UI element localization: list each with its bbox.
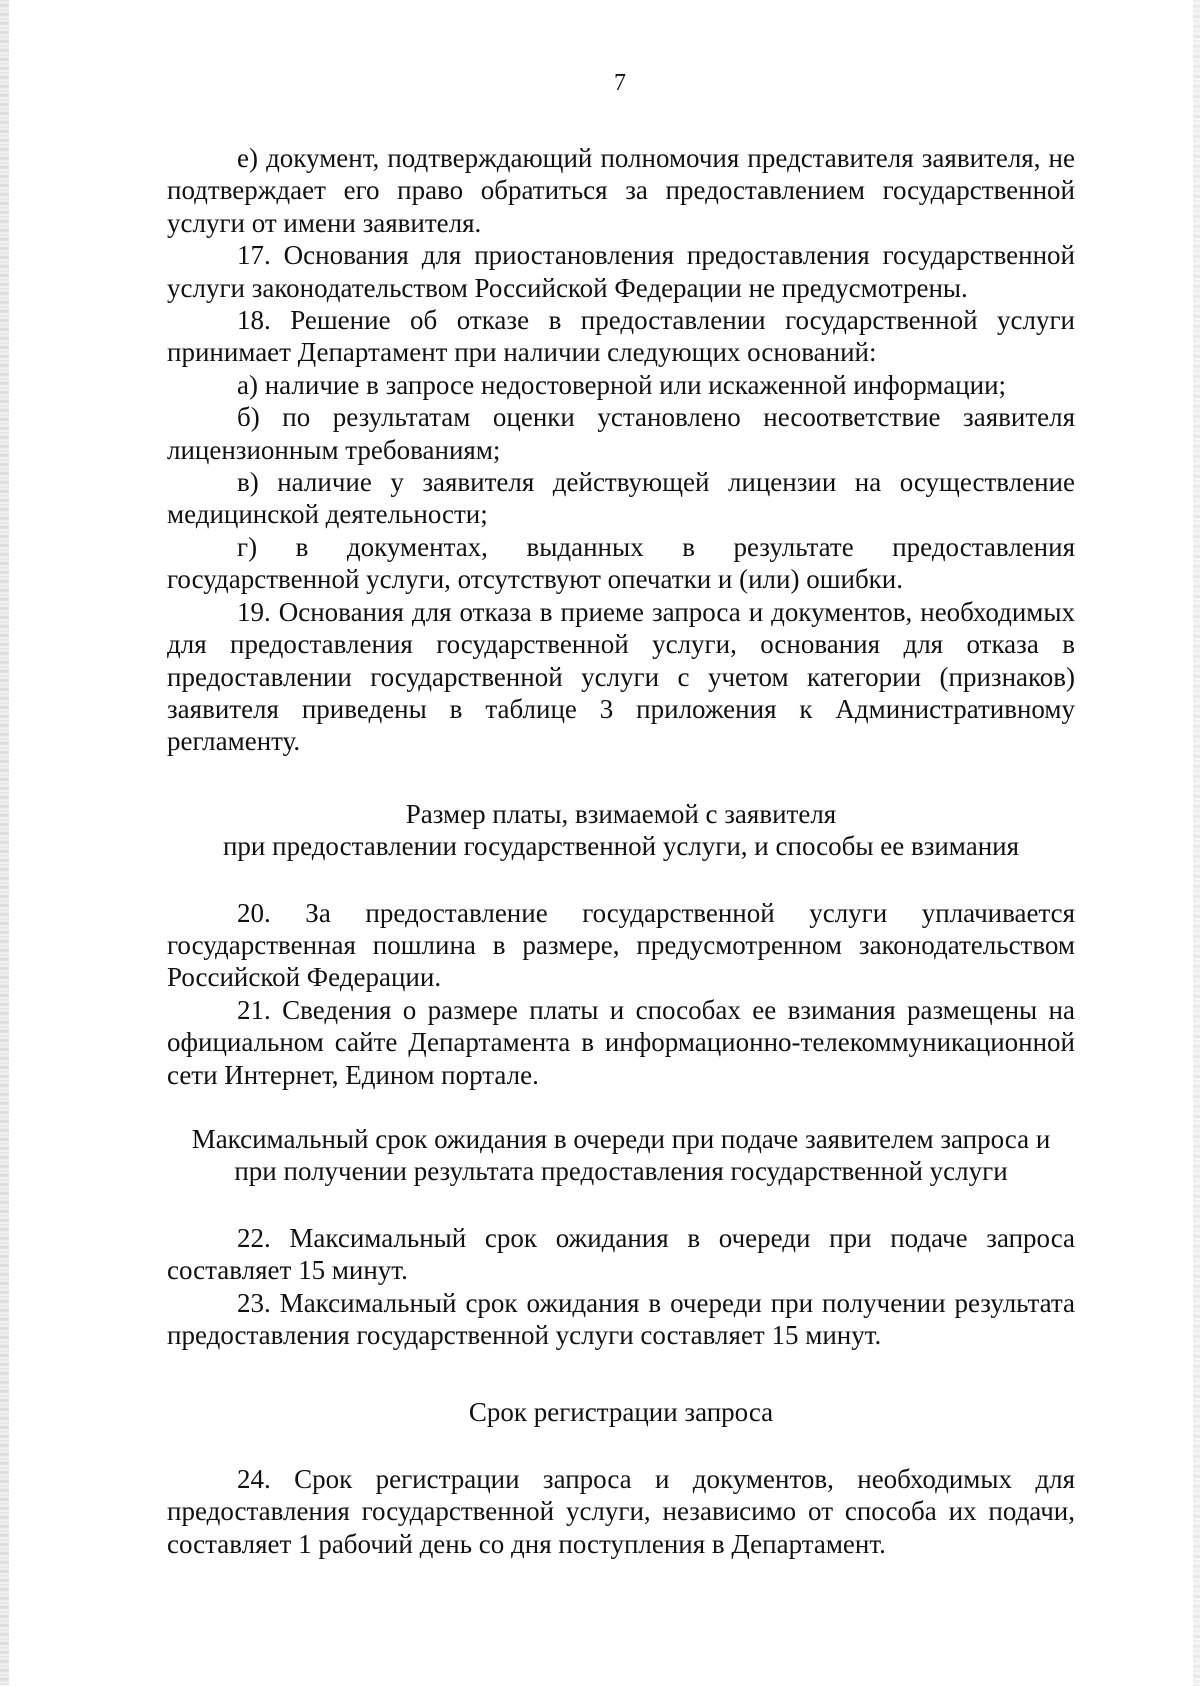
section-heading-fee-line2: при предоставлении государственной услуги, и способы ее взимания (222, 831, 1020, 862)
paragraph-23: 23. Максимальный срок ожидания в очереди при получении результата предоставления государственной услуги составляет 15 минут. (167, 1287, 1075, 1350)
paragraph-21: 21. Сведения о размере платы и способах ее взимания размещены на официальном сайте Департамента в информационно-телекоммуникационной сети Интернет, Едином портале. (167, 994, 1075, 1090)
paragraph-18v: в) наличие у заявителя действующей лицензии на осуществление медицинской деятельности; (167, 467, 1075, 530)
document-body (167, 142, 1075, 1560)
paragraph-18b: б) по результатам оценки установлено несоответствие заявителя лицензионным требованиям; (167, 402, 1075, 465)
paragraph-16e: е) документ, подтверждающий полномочия представителя заявителя, не подтверждает его право обратиться за предоставлением государственной услуги от имени заявителя. (167, 143, 1075, 238)
page-number: 7 (614, 70, 626, 96)
section-heading-queue-line1: Максимальный срок ожидания в очереди при подаче заявителем запроса и (191, 1123, 1051, 1154)
section-heading-registration: Срок регистрации запроса (468, 1397, 774, 1428)
paragraph-18a: а) наличие в запросе недостоверной или искаженной информации; (237, 369, 1007, 400)
paragraph-24: 24. Срок регистрации запроса и документов, необходимых для предоставления государственной услуги, независимо от способа их подачи, составляет 1 рабочий день со дня поступления в Департамент. (167, 1463, 1075, 1559)
paragraph-17: 17. Основания для приостановления предоставления государственной услуги законодательством Российской Федерации не предусмотрены. (167, 240, 1075, 303)
section-heading-queue (167, 1123, 1075, 1188)
paragraph-18: 18. Решение об отказе в предоставлении государственной услуги принимает Департамент при наличии следующих оснований: (167, 305, 1075, 368)
section-heading-fee-line1: Размер платы, взимаемой с заявителя (405, 798, 837, 829)
scan-edge-left (0, 0, 9, 1686)
paragraph-20: 20. За предоставление государственной услуги уплачивается государственная пошлина в размере, предусмотренном законодательством Российской Федерации. (167, 897, 1075, 993)
paragraph-18g: г) в документах, выданных в результате предоставления государственной услуги, отсутствуют опечатки и (или) ошибки. (167, 531, 1075, 595)
paragraph-22: 22. Максимальный срок ожидания в очереди при подаче запроса составляет 15 минут. (167, 1222, 1075, 1286)
scan-edge-right (1193, 0, 1200, 1686)
section-heading-fee (167, 798, 1075, 863)
section-heading-queue-line2: при получении результата предоставления государственной услуги (234, 1156, 1008, 1187)
paragraph-19: 19. Основания для отказа в приеме запроса и документов, необходимых для предоставления государственной услуги, основания для отказа в предоставлении государственной услуги с учетом категории (признаков) заявителя приведены в таблице 3 приложения к Административному регламенту. (167, 596, 1075, 757)
